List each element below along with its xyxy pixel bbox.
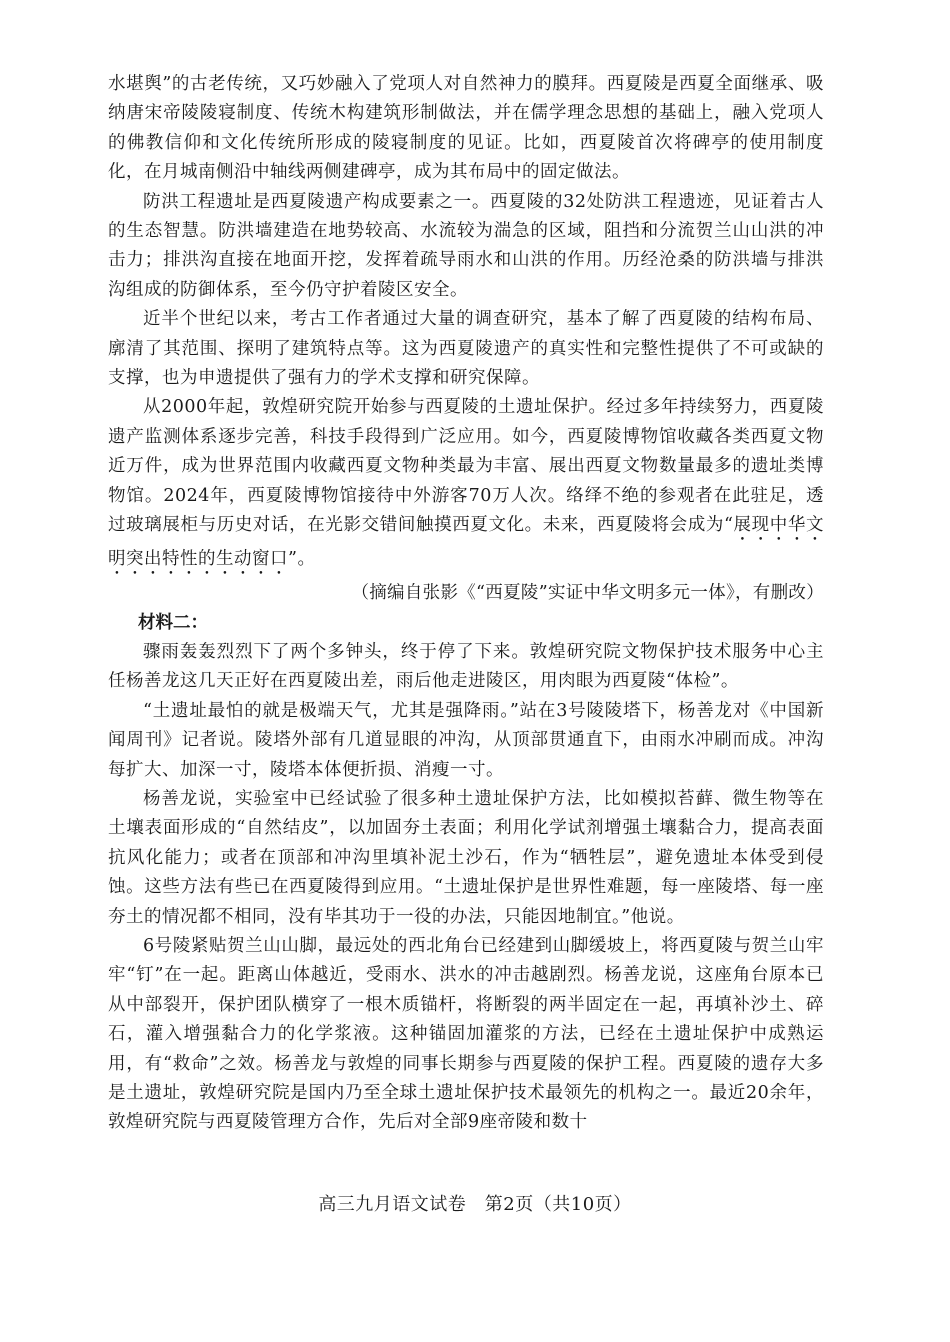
page-footer: 高三九月语文试卷 第2页（共10页） (318, 1194, 632, 1215)
exam-page-body (108, 70, 824, 1138)
material2-heading: 材料二： (138, 612, 208, 633)
material2-paragraph-rainstorm: 骤雨轰轰烈烈下了两个多钟头，终于停了下来。敦煌研究院文物保护技术服务中心主任杨善龙这几天正好在西夏陵出差，雨后他走进陵区，用肉眼为西夏陵“体检”。 (108, 641, 824, 692)
material1-paragraph-flood-control: 防洪工程遗址是西夏陵遗产构成要素之一。西夏陵的32处防洪工程遗迹，见证着古人的生态智慧。防洪墙建造在地势较高、水流较为湍急的区域，阻挡和分流贺兰山山洪的冲击力；排洪沟直接在地面开挖，发挥着疏导雨水和山洪的作用。历经沧桑的防洪墙与排洪沟组成的防御体系，至今仍守护着陵区安全。 (108, 191, 824, 300)
paragraph-text-after: ”。 (288, 549, 316, 570)
material1-paragraph-archaeology: 近半个世纪以来，考古工作者通过大量的调查研究，基本了解了西夏陵的结构布局、廓清了其范围、探明了建筑特点等。这为西夏陵遗产的真实性和完整性提供了不可或缺的支撑，也为申遗提供了强有力的学术支撑和研究保障。 (108, 309, 824, 389)
material1-paragraph-dunhuang (108, 393, 824, 579)
material1-source-citation: （摘编自张影《“西夏陵”实证中华文明多元一体》，有删改） (351, 583, 824, 604)
material2-paragraph-extreme-weather: “土遗址最怕的就是极端天气，尤其是强降雨。”站在3号陵陵塔下，杨善龙对《中国新闻周刊》记者说。陵塔外部有几道显眼的冲沟，从顶部贯通直下，由雨水冲刷而成。冲沟每扩大、加深一寸，陵塔本体便折损、消瘦一寸。 (108, 700, 824, 780)
material2-paragraph-tomb-six: 6号陵紧贴贺兰山山脚，最远处的西北角台已经建到山脚缓坡上，将西夏陵与贺兰山牢牢“钉”在一起。距离山体越近，受雨水、洪水的冲击越剧烈。杨善龙说，这座角台原本已从中部裂开，保护团队横穿了一根木质锚杆，将断裂的两半固定在一起，再填补沙土、碎石，灌入增强黏合力的化学浆液。这种锚固加灌浆的方法，已经在土遗址保护中成熟运用，有“救命”之效。杨善龙与敦煌的同事长期参与西夏陵的保护工程。西夏陵的遗存大多是土遗址，敦煌研究院是国内乃至全球土遗址保护技术最领先的机构之一。最近20余年，敦煌研究院与西夏陵管理方合作，先后对全部9座帝陵和数十 (108, 935, 824, 1133)
emphasized-phrase: 展现中华文明突出特性的生动窗口 (108, 515, 825, 570)
paragraph-text-before: 从2000年起，敦煌研究院开始参与西夏陵的土遗址保护。经过多年持续努力，西夏陵遗产监测体系逐步完善，科技手段得到广泛应用。如今，西夏陵博物馆收藏各类西夏文物近万件，成为世界范围内收藏西夏文物种类最为丰富、展出西夏文物数量最多的遗址类博物馆。2024年，西夏陵博物馆接待中外游客70万人次。络绎不绝的参观者在此驻足，透过玻璃展柜与历史对话，在光影交错间触摸西夏文化。未来，西夏陵将会成为“ (108, 397, 824, 536)
material1-paragraph-continued: 水堪舆”的古老传统，又巧妙融入了党项人对自然神力的膜拜。西夏陵是西夏全面继承、吸纳唐宋帝陵陵寝制度、传统木构建筑形制做法，并在儒学理念思想的基础上，融入党项人的佛教信仰和文化传统所形成的陵寝制度的见证。比如，西夏陵首次将碑亭的使用制度化，在月城南侧沿中轴线两侧建碑亭，成为其布局中的固定做法。 (108, 74, 824, 183)
material2-paragraph-protection-methods: 杨善龙说，实验室中已经试验了很多种土遗址保护方法，比如模拟苔藓、微生物等在土壤表面形成的“自然结皮”，以加固夯土表面；利用化学试剂增强土壤黏合力，提高表面抗风化能力；或者在顶部和冲沟里填补泥土沙石，作为“牺牲层”，避免遗址本体受到侵蚀。这些方法有些已在西夏陵得到应用。“土遗址保护是世界性难题，每一座陵塔、每一座夯土的情况都不相同，没有毕其功于一役的办法，只能因地制宜。”他说。 (108, 788, 824, 927)
